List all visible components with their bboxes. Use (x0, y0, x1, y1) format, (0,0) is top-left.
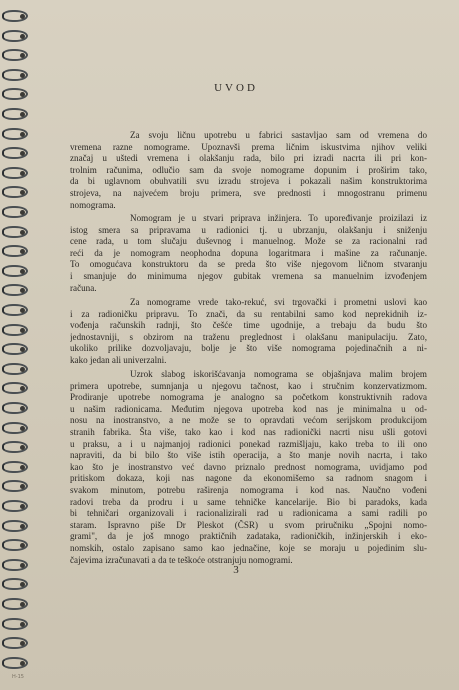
text-line: čajevima izračunavati a da te teškoće otstranjuju nomogrami. (70, 554, 293, 565)
binding-hole (20, 210, 25, 215)
binding-hole (20, 308, 25, 313)
text-line: Prodiranje upotrebe nomograma je analogno sa početkom konstruktivnih radova (70, 392, 427, 403)
page-content (40, 0, 450, 690)
text-line: Uzrok slabog iskorišćavanja nomograma se objašnjava malim brojem (130, 369, 427, 379)
text-line: reći da je nomogram neophodna dopuna logaritmara i mašine za računanje. (70, 247, 427, 258)
text-line: da bi uglavnom obuhvatili svu izradu strojeva i pokazali našim konstruktorima (70, 176, 427, 187)
text-line: vođenja računskih radnji, što češće time ugodnije, a trebaju da budu što (70, 320, 427, 331)
binding-hole (20, 73, 25, 78)
text-line: bi tehničari organizovali i racionalizirali rad u radionicama a sami radili po (70, 508, 427, 519)
text-line: kako jedan ali univerzalni. (70, 354, 167, 365)
page-title: UVOD (214, 82, 258, 94)
binding-hole (20, 406, 25, 411)
text-line: To omogućava konstruktoru da se preda što više njegovom ličnom stvaranju (70, 259, 427, 270)
binding-hole (20, 171, 25, 176)
binding-hole (20, 14, 25, 19)
binding-hole (20, 367, 25, 372)
text-line: napraviti, da bi bilo što više istih operacija, a što manje novih nacrta, i tako (70, 450, 427, 461)
paragraph-2 (70, 213, 427, 294)
binding-hole (20, 269, 25, 274)
text-line: strojeva, na najvećem broju primera, sve prednosti i mnogostranu primenu (70, 187, 427, 198)
text-line: istog smera sa pripravama u radionici tj. u ubrzanju, olakšanju i sniženju (70, 224, 427, 235)
text-line: trolnim računima, odlučio sam da svoje nomograme dopunim i proširim tako, (70, 164, 427, 175)
text-line: u našim radionicama. Međutim njegova upotreba kod nas je minimalna u od- (70, 403, 427, 414)
text-line: jednostavniji, s obzirom na traženu preglednost i olakšanu manipulaciju. Zato, (70, 331, 427, 342)
text-line: grami", da je još mnogo praktičnih zadataka, radioničkih, inžinjerskih i eko- (70, 531, 427, 542)
text-line: Nomogram je u stvari priprava inžinjera. To upoređivanje proizilazi iz (130, 213, 427, 223)
text-line: računa. (70, 282, 97, 293)
text-line: cene rada, u tom slučaju duševnog i manuelnog. Može se za racionalni rad (70, 236, 427, 247)
text-line: značaj u uštedi vremena i olakšanju rada, bilo pri izradi nacrta ili pri kon- (70, 153, 427, 164)
binding-hole (20, 465, 25, 470)
binding-hole (20, 524, 25, 529)
text-line: u praksu, a i u najmanjoj radionici ponekad razmišljaju, kako treba to ili ono (70, 438, 427, 449)
paragraph-1 (70, 130, 427, 211)
binding-hole (20, 563, 25, 568)
text-line: radovi treba da prodru i u same tehničke kancelarije. Bio bi paradoks, kada (70, 496, 427, 507)
text-line: Za nomograme vrede tako-rekuć, svi trgovački i prometni uslovi kao (130, 297, 427, 307)
text-line: i za radioničku pripravu. To znači, da su rentabilni samo kod neprekidnih iz- (70, 308, 427, 319)
text-line: pritiskom dokaza, koji nas nagone da ekonomišemo sa radnom snagom i (70, 473, 427, 484)
paragraph-4 (70, 369, 427, 566)
binding-hole (20, 328, 25, 333)
text-line: primera upotrebe, sumnjanja u njegovu tačnost, kao i stručnim konzervatizmom. (70, 380, 427, 391)
corner-mark: H-15 (12, 674, 24, 680)
binding-hole (20, 622, 25, 627)
text-line: vremena razne nomograme. Upoznavši prema ličnim iskustvima njihov veliki (70, 141, 427, 152)
text-line: Za svoju ličnu upotrebu u fabrici sastavljao sam od vremena do (130, 130, 427, 140)
text-line: nosu na inostranstvo, a ne može se to opravdati većom serijskom produkcijom (70, 415, 427, 426)
binding-hole (20, 34, 25, 39)
binding-hole (20, 504, 25, 509)
text-line: svakom minutom, potrebu raširenja nomograma i kod nas. Naučno vođeni (70, 484, 427, 495)
page-number: 3 (233, 564, 239, 576)
text-line: i smanjuje do minimuma njegov gubitak vremena sa manuelnim izvođenjem (70, 270, 427, 281)
spiral-binding (0, 0, 34, 690)
paragraph-3 (70, 297, 427, 367)
text-line: stranih fabrika. Šta više, tako kao i kod nas radionički nacrti nisu ušli gotovi (70, 426, 427, 437)
binding-hole (20, 112, 25, 117)
binding-hole (20, 426, 25, 431)
text-line: kao što je inostranstvo već davno priznalo prednost nomograma, uvidjamo pod (70, 461, 427, 472)
binding-hole (20, 661, 25, 666)
binding-hole (20, 230, 25, 235)
text-line: nomskih, ostalo zapisano samo kao jednačine, koje se moraju u pojedinim slu- (70, 542, 427, 553)
text-line: nomograma. (70, 199, 116, 210)
text-line: ukoliko prilike dozvoljavaju, bolje je što više nomograma pojedinačnih a ni- (70, 343, 427, 354)
binding-hole (20, 602, 25, 607)
binding-hole (20, 132, 25, 137)
text-line: staram. Ispravno piše Dr Pleskot (ČSR) u svom priručniku „Spojni nomo- (70, 519, 427, 530)
